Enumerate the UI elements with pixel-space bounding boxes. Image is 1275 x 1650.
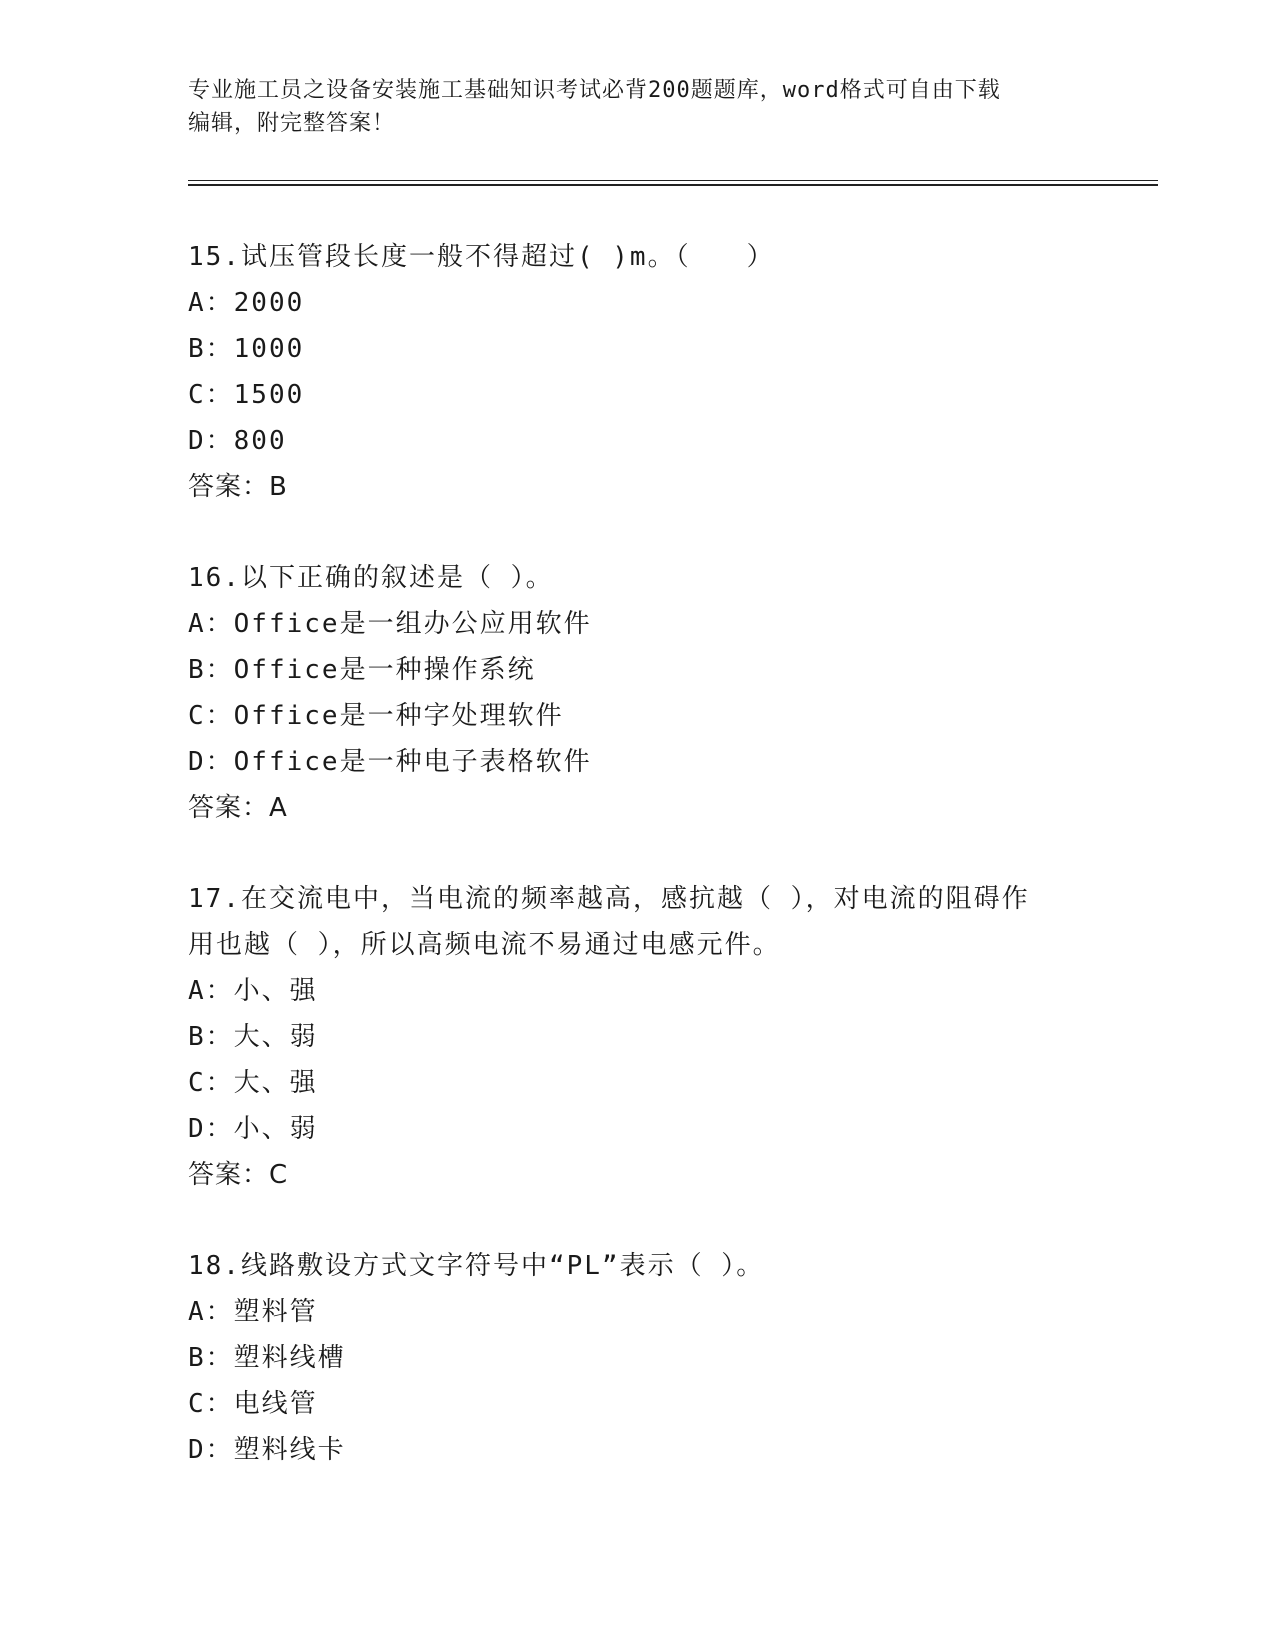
header-title-line-1: 专业施工员之设备安装施工基础知识考试必背200题题库，word格式可自由下载 (188, 78, 1001, 103)
option-c: C：Office是一种字处理软件 (188, 701, 564, 731)
option-d: D：小、弱 (188, 1114, 318, 1144)
option-d: D：800 (188, 426, 287, 456)
option-c: C：1500 (188, 380, 305, 410)
option-b: B：大、弱 (188, 1022, 318, 1052)
question-16 (188, 555, 1088, 831)
option-d: D：Office是一种电子表格软件 (188, 747, 592, 777)
header-title-line-2: 编辑，附完整答案！ (188, 111, 396, 136)
question-stem-line-2: 用也越（ ），所以高频电流不易通过电感元件。 (188, 930, 781, 960)
question-18 (188, 1243, 1088, 1473)
question-stem: 15.试压管段长度一般不得超过( )m。（ ） (188, 242, 775, 272)
option-a: A：塑料管 (188, 1297, 318, 1327)
option-b: B：1000 (188, 334, 305, 364)
question-stem: 18.线路敷设方式文字符号中“PL”表示（ ）。 (188, 1251, 765, 1281)
question-stem-line-1: 17.在交流电中，当电流的频率越高，感抗越（ ），对电流的阻碍作 (188, 884, 1030, 914)
document-header (188, 74, 1088, 140)
question-stem: 16.以下正确的叙述是（ ）。 (188, 563, 554, 593)
question-15 (188, 234, 1088, 510)
option-c: C：大、强 (188, 1068, 318, 1098)
answer-label: 答案：B (188, 472, 288, 502)
option-d: D：塑料线卡 (188, 1435, 346, 1465)
answer-label: 答案：C (188, 1160, 289, 1190)
option-b: B：Office是一种操作系统 (188, 655, 536, 685)
option-a: A：小、强 (188, 976, 318, 1006)
option-a: A：2000 (188, 288, 305, 318)
header-divider-thin (188, 180, 1158, 181)
option-c: C：电线管 (188, 1389, 318, 1419)
question-17 (188, 876, 1088, 1198)
answer-label: 答案：A (188, 793, 288, 823)
header-divider-thick (188, 184, 1158, 186)
option-a: A：Office是一组办公应用软件 (188, 609, 592, 639)
option-b: B：塑料线槽 (188, 1343, 346, 1373)
